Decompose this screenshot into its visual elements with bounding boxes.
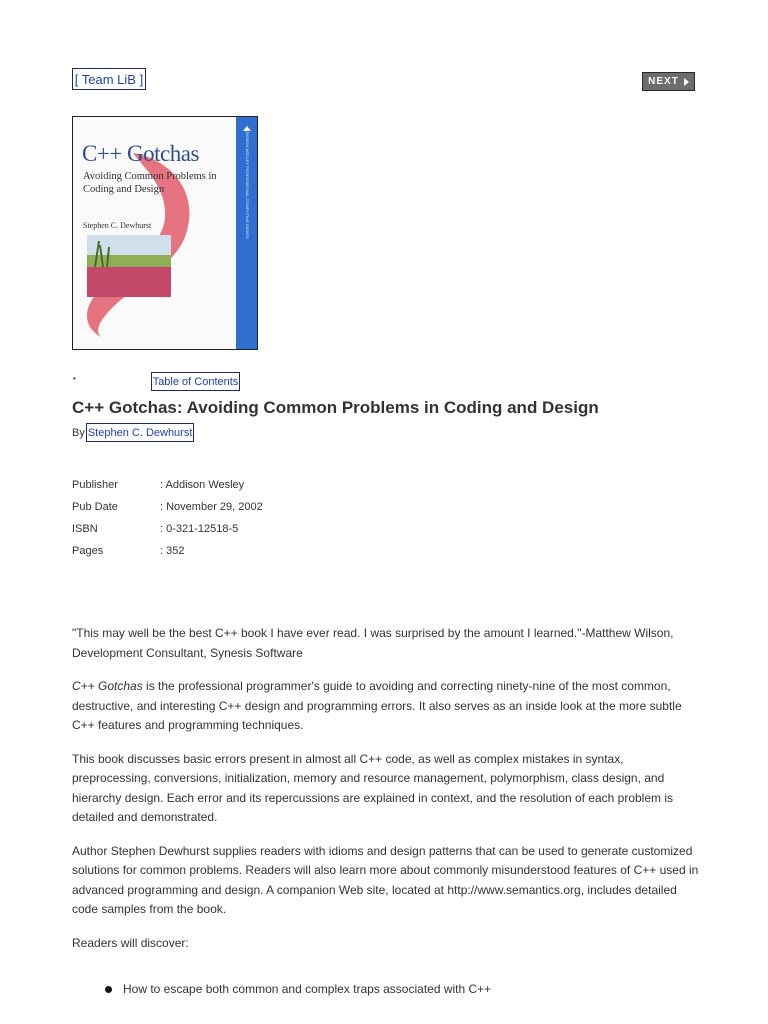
- next-button[interactable]: [642, 72, 695, 91]
- page-title: C++ Gotchas: Avoiding Common Problems in Coding and Design: [72, 398, 599, 417]
- meta-row-pub-date: [72, 496, 263, 518]
- meta-value: : 0-321-12518-5: [160, 523, 239, 535]
- meta-label: Pub Date: [72, 501, 118, 513]
- meta-label: ISBN: [72, 523, 98, 535]
- team-lib-link[interactable]: [ Team LiB ]: [72, 68, 146, 90]
- list-item: [72, 980, 702, 1000]
- book-cover-image: [72, 116, 258, 350]
- meta-row-isbn: [72, 518, 263, 540]
- next-label: NEXT: [648, 76, 679, 87]
- review-quote: "This may well be the best C++ book I have ever read. I was surprised by the amount I learned."-Matthew Wilson, Development Consultant, Synesis Software: [72, 626, 674, 660]
- cover-title: C++ Gotchas: [82, 141, 199, 166]
- readers-discover-label: Readers will discover:: [72, 935, 189, 950]
- bullet-icon: [105, 986, 112, 993]
- byline: [72, 423, 194, 442]
- cover-author: Stephen C. Dewhurst: [83, 221, 152, 230]
- description-paragraph: [72, 677, 702, 736]
- meta-row-pages: [72, 540, 263, 562]
- by-label: By: [72, 426, 85, 439]
- table-of-contents-link[interactable]: Table of Contents: [151, 372, 240, 391]
- meta-label: Pages: [72, 545, 104, 557]
- description-paragraph: This book discusses basic errors present in almost all C++ code, as well as complex mistakes in syntax, preprocessing, conversions, initialization, memory and resource management, polymorphism, class design, and hierarchy design. Each error and its repercussions are explained in context, and the resolution of each problem is detailed and demonstrated.: [72, 751, 674, 824]
- meta-value: : November 29, 2002: [160, 501, 263, 513]
- meta-value: : Addison Wesley: [160, 479, 245, 491]
- list-item-text: How to escape both common and complex traps associated with C++: [123, 982, 492, 996]
- arrow-right-icon: [684, 78, 689, 86]
- description-paragraph: Author Stephen Dewhurst supplies readers with idioms and design patterns that can be used to generate customized solutions for common problems. Readers will also learn more about commonly misunderstood features of C++ used in advanced programming and design. A companion Web site, located at http://www.semantics.org, includes detailed code samples from the book.: [72, 843, 699, 916]
- meta-row-publisher: [72, 474, 263, 496]
- meta-value: : 352: [160, 545, 185, 557]
- description-text: is the professional programmer's guide to avoiding and correcting ninety-nine of the most common, destructive, and interesting C++ design and programming errors. It also serves as an inside look at the more subtle C++ features and programming techniques.: [72, 679, 682, 732]
- meta-label: Publisher: [72, 479, 118, 491]
- book-description: [72, 624, 702, 1000]
- feature-list: [72, 980, 702, 1000]
- author-link[interactable]: Stephen C. Dewhurst: [86, 423, 195, 442]
- book-metadata: [72, 474, 263, 562]
- book-title-italic: C++ Gotchas: [72, 679, 143, 693]
- cover-series-label: [245, 129, 250, 139]
- toc-bullet: •: [73, 374, 76, 383]
- cover-subtitle: Avoiding Common Problems in Coding and Design: [83, 171, 217, 195]
